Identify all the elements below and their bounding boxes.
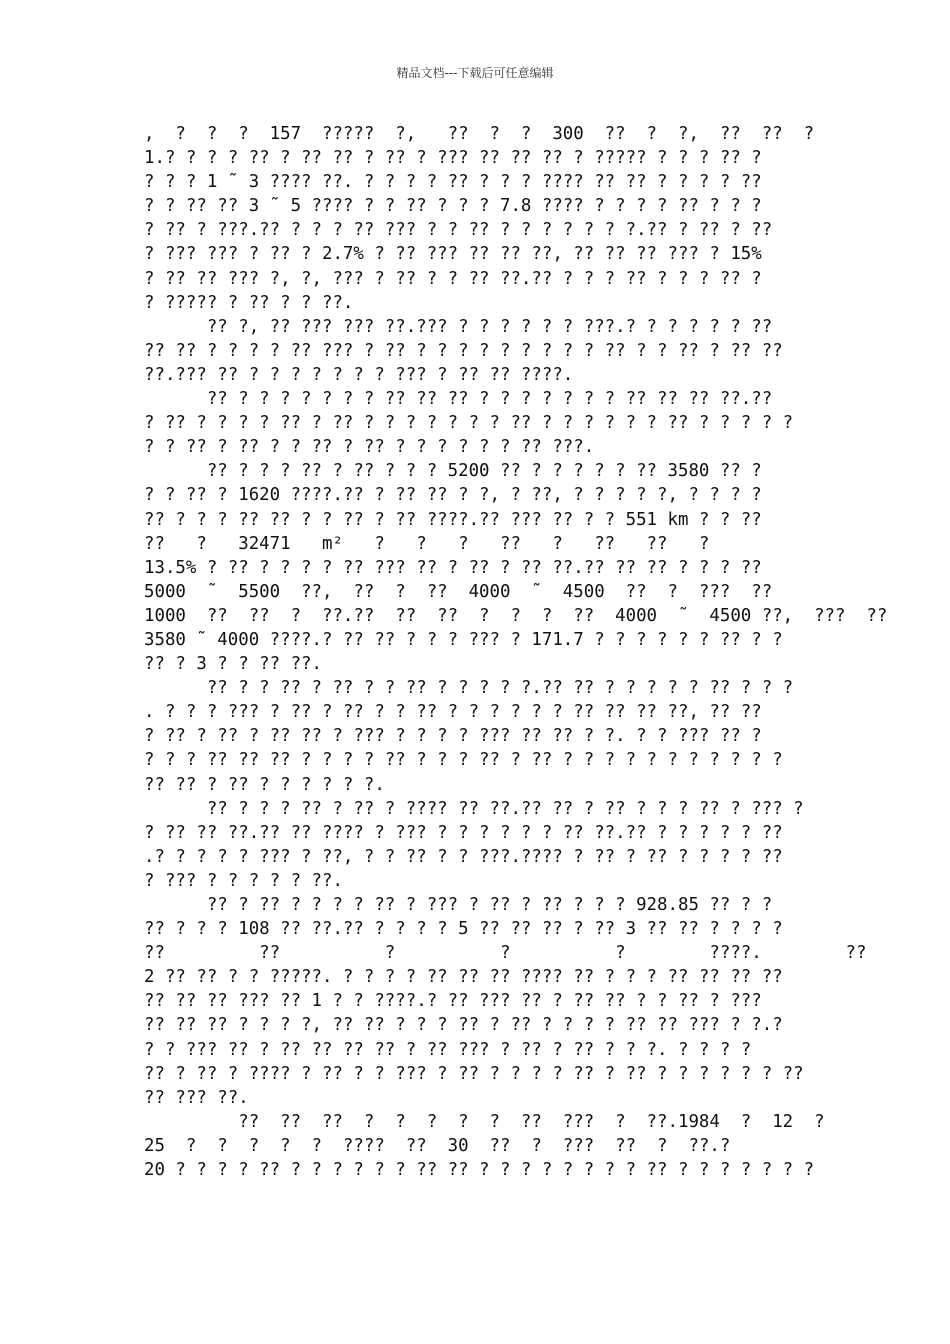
text-line: ? ? ?? ? ?? ? ? ?? ? ?? ? ? ? ? ? ? ?? ???. bbox=[144, 437, 595, 458]
text-line: ?? ?, ?? ??? ??? ??.??? ? ? ? ? ? ? ???.? ? ? ? ? ? ?? bbox=[144, 316, 773, 337]
text-line: ?? ? ? ? 108 ?? ??.?? ? ? ? ? 5 ?? ?? ?? ? ?? 3 ?? ?? ? ? ? ? bbox=[144, 919, 783, 940]
text-line: ?? ? ? ?? ? ?? ? ? ?? ? ? ? ? ?.?? ?? ? ? ? ? ? ?? ? ? ? bbox=[144, 678, 794, 699]
text-line: ?? ? 32471 m² ? ? ? ?? ? ?? ?? ? bbox=[144, 533, 710, 554]
text-line: 1000 ?? ?? ? ??.?? ?? ?? ? ? ? ?? 4000 ˜ 4500 ??, ??? ?? bbox=[144, 605, 888, 626]
text-line: ? ?? ?? ??? ?, ?, ??? ? ?? ? ? ?? ??.?? ? ? ? ?? ? ? ? ?? ? bbox=[144, 268, 762, 289]
text-line: ?? ? ?? ? ???? ? ?? ? ? ??? ? ?? ? ? ? ? ?? ? ?? ? ? ? ? ? ? ?? bbox=[144, 1063, 804, 1084]
text-line: .? ? ? ? ? ??? ? ??, ? ? ?? ? ? ???.???? ? ?? ? ?? ? ? ? ? ?? bbox=[144, 846, 783, 867]
text-line: ?? ? ? ? ?? ? ?? ? ? ? 5200 ?? ? ? ? ? ? ?? 3580 ?? ? bbox=[144, 461, 762, 482]
text-line: , ? ? ? 157 ????? ?, ?? ? ? 300 ?? ? ?, ?? ?? ? bbox=[144, 124, 815, 144]
text-line: ? ?? ? ? ? ? ?? ? ?? ? ? ? ? ? ? ? ?? ? ? ? ? ? ? ?? ? ? ? ? ? bbox=[144, 413, 794, 434]
text-line: 2 ?? ?? ? ? ?????. ? ? ? ? ?? ?? ?? ???? ?? ? ? ? ?? ?? ?? ?? bbox=[144, 967, 783, 988]
text-line: 1.? ? ? ? ?? ? ?? ?? ? ?? ? ??? ?? ?? ?? ? ????? ? ? ? ?? ? bbox=[144, 148, 762, 169]
text-line: 13.5% ? ?? ? ? ? ? ?? ??? ?? ? ?? ? ?? ??.?? ?? ?? ? ? ? ?? bbox=[144, 557, 762, 578]
text-line: ?? ?? ?? ??? ?? 1 ? ? ????.? ?? ??? ?? ? ?? ?? ? ? ?? ? ??? bbox=[144, 991, 762, 1012]
text-line: 3580 ˜ 4000 ????.? ?? ?? ? ? ? ??? ? 171.7 ? ? ? ? ? ? ?? ? ? bbox=[144, 629, 783, 650]
document-body bbox=[144, 122, 888, 1182]
text-line: ?? ??? ??. bbox=[144, 1087, 249, 1108]
text-line: ? ????? ? ?? ? ? ??. bbox=[144, 292, 354, 313]
text-line: ?? ? ? ? ? ? ? ? ?? ?? ?? ? ? ? ? ? ? ? ?? ?? ?? ??.?? bbox=[144, 389, 773, 410]
text-line: ? ?? ?? ??.?? ?? ???? ? ??? ? ? ? ? ? ? ?? ??.?? ? ? ? ? ? ?? bbox=[144, 822, 783, 843]
text-line: ?? ? 3 ? ? ?? ??. bbox=[144, 654, 322, 675]
text-line: ?? ?? ?? ? ? ? ?, ?? ?? ? ? ? ?? ? ?? ? ? ? ? ?? ?? ??? ? ?.? bbox=[144, 1015, 783, 1036]
text-line: ?? ? ?? ? ? ? ? ?? ? ??? ? ?? ? ?? ? ? ? 928.85 ?? ? ? bbox=[144, 895, 773, 915]
text-line: ? ? ?? ?? 3 ˜ 5 ???? ? ? ?? ? ? ? 7.8 ???? ? ? ? ? ?? ? ? ? bbox=[144, 196, 762, 217]
text-line: 20 ? ? ? ? ?? ? ? ? ? ? ? ?? ?? ? ? ? ? ? ? ? ? ?? ? ? ? ? ? ? ? bbox=[144, 1160, 815, 1181]
text-line: ?? ?? ? ? ? ????. ?? bbox=[144, 943, 867, 964]
text-line: ? ? ?? ? 1620 ????.?? ? ?? ?? ? ?, ? ??, ? ? ? ? ?, ? ? ? ? bbox=[144, 485, 762, 506]
text-line: ?? ?? ? ?? ? ? ? ? ? ?. bbox=[144, 774, 385, 795]
text-line: ? ??? ??? ? ?? ? 2.7% ? ?? ??? ?? ?? ??, ?? ?? ?? ??? ? 15% bbox=[144, 244, 762, 265]
text-line: ? ??? ? ? ? ? ? ??. bbox=[144, 870, 343, 891]
text-line: ?? ?? ?? ? ? ? ? ? ?? ??? ? ??.1984 ? 12 ? bbox=[144, 1111, 825, 1132]
text-line: . ? ? ? ??? ? ?? ? ?? ? ? ?? ? ? ? ? ? ? ?? ?? ?? ??, ?? ?? bbox=[144, 702, 762, 723]
text-line: ? ?? ? ?? ? ?? ?? ? ??? ? ? ? ? ??? ?? ?? ? ?. ? ? ??? ?? ? bbox=[144, 726, 762, 747]
text-line: ? ?? ? ???.?? ? ? ? ?? ??? ? ? ?? ? ? ? ? ? ? ?.?? ? ?? ? ?? bbox=[144, 220, 773, 241]
text-line: 5000 ˜ 5500 ??, ?? ? ?? 4000 ˜ 4500 ?? ? ??? ?? bbox=[144, 581, 773, 602]
text-line: ? ? ? ?? ?? ?? ? ? ? ? ?? ? ? ? ?? ? ?? ? ? ? ? ? ? ? ? ? ? ? bbox=[144, 750, 783, 771]
text-line: ?? ? ? ? ?? ? ?? ? ???? ?? ??.?? ?? ? ?? ? ? ? ?? ? ??? ? bbox=[144, 798, 804, 819]
page-header: 精品文档---下载后可任意编辑 bbox=[396, 66, 554, 80]
text-line: ?? ? ? ? ?? ?? ? ? ?? ? ?? ????.?? ??? ?? ? ? 551 km ? ? ?? bbox=[144, 509, 762, 530]
text-line: ??.??? ?? ? ? ? ? ? ? ? ??? ? ?? ?? ????. bbox=[144, 364, 574, 385]
text-line: ? ? ? 1 ˜ 3 ???? ??. ? ? ? ? ?? ? ? ? ???? ?? ?? ? ? ? ? ?? bbox=[144, 172, 762, 193]
text-line: 25 ? ? ? ? ? ???? ?? 30 ?? ? ??? ?? ? ??.? bbox=[144, 1135, 731, 1156]
text-line: ?? ?? ? ? ? ? ?? ??? ? ?? ? ? ? ? ? ? ? ? ? ?? ? ? ?? ? ?? ?? bbox=[144, 340, 783, 361]
text-line: ? ? ??? ?? ? ?? ?? ?? ?? ? ?? ??? ? ?? ? ?? ? ? ?. ? ? ? ? bbox=[144, 1039, 752, 1060]
